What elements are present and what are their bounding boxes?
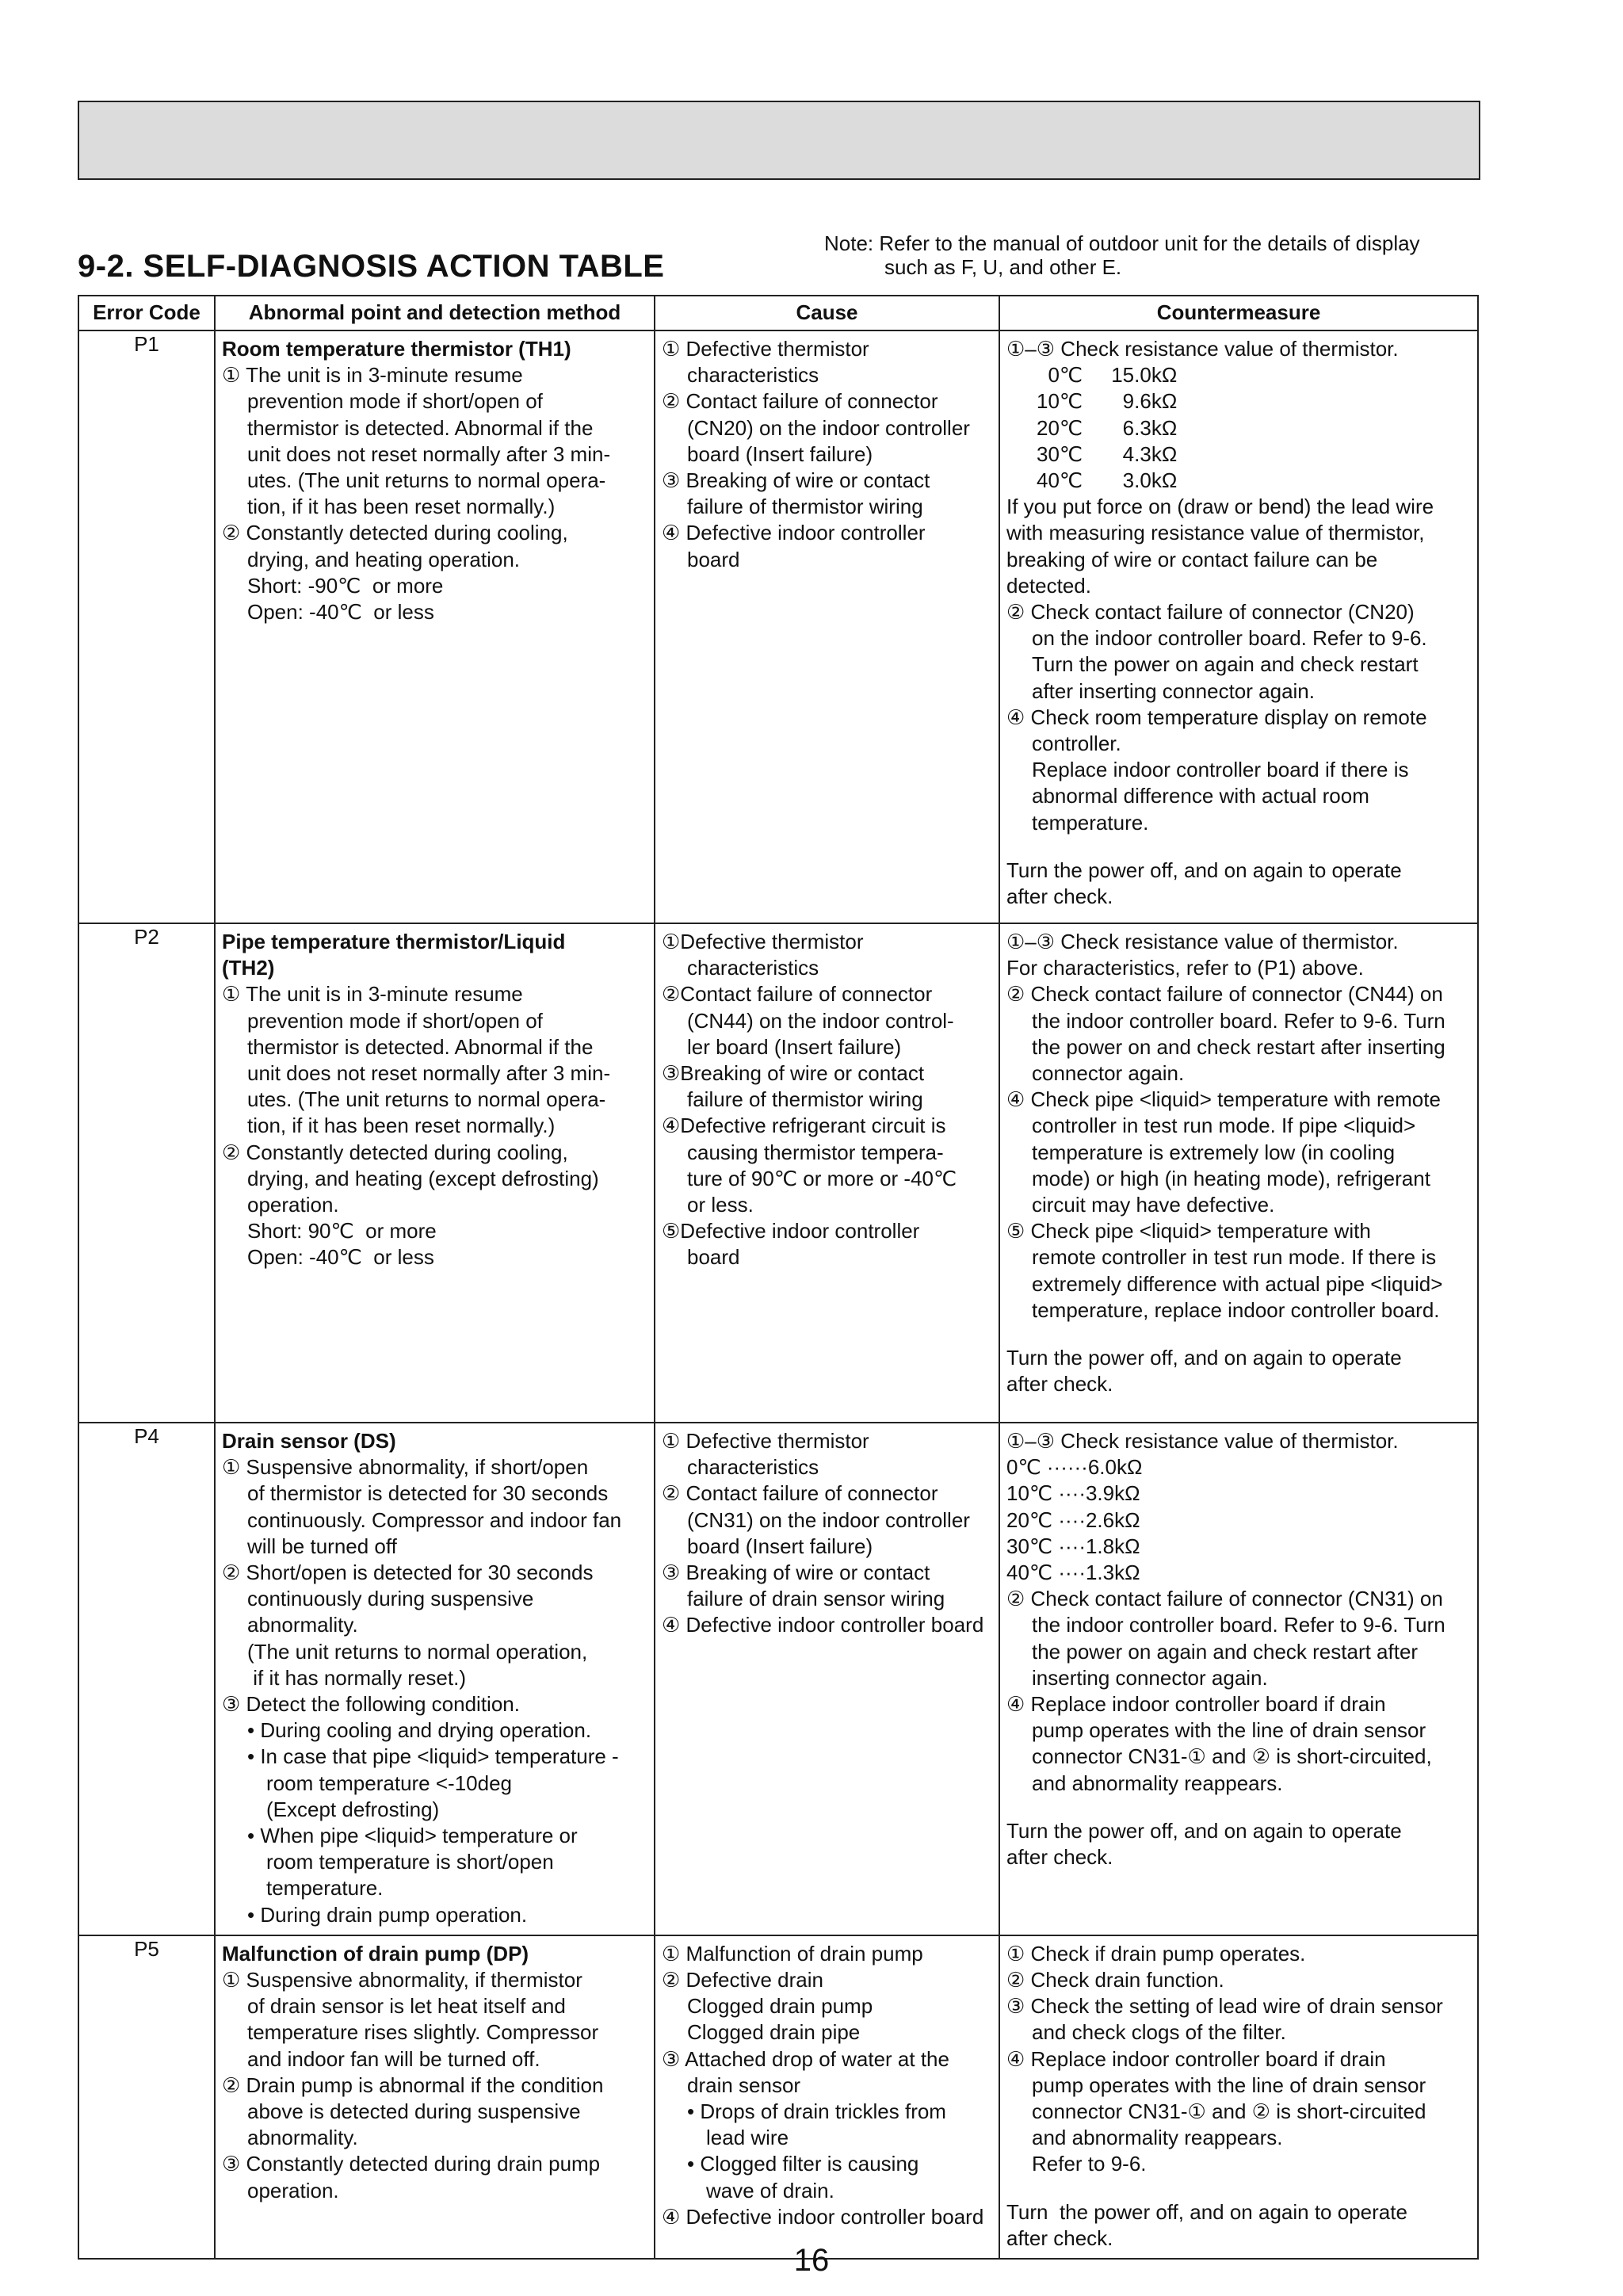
- cell-line: after check.: [1006, 1372, 1113, 1396]
- cell-line: ④ Defective indoor controller: [662, 521, 926, 545]
- cell-line: ②Contact failure of connector: [662, 982, 933, 1007]
- cell-line: ③ Attached drop of water at the: [662, 2046, 949, 2071]
- cell-line: and abnormality reappears.: [1032, 1771, 1283, 1795]
- cell-line: ② Check contact failure of connector (CN31) on: [1006, 1587, 1443, 1611]
- cell-line: if it has normally reset.): [247, 1665, 466, 1690]
- cell-line: Short: 90℃ or more: [247, 1219, 437, 1244]
- cell-line: If you put force on (draw or bend) the lead wire: [1006, 495, 1434, 519]
- cell-line: prevention mode if short/open of: [247, 389, 543, 414]
- error-code: P2: [78, 923, 215, 1423]
- cell-line: after check.: [1006, 884, 1113, 909]
- cell-line: temperature is extremely low (in cooling: [1032, 1140, 1396, 1164]
- cell-line: ④ Defective indoor controller board: [662, 2204, 984, 2229]
- cause-cell: [655, 330, 999, 923]
- cell-line: ② Check contact failure of connector (CN20): [1006, 600, 1415, 625]
- cell-line: ler board (Insert failure): [687, 1034, 902, 1059]
- cell-line: causing thermistor tempera-: [687, 1140, 944, 1164]
- cell-line: remote controller in test run mode. If there is: [1032, 1245, 1437, 1270]
- cell-line: ③ Check the setting of lead wire of drain sensor: [1006, 1994, 1443, 2019]
- cell-line: ② Constantly detected during cooling,: [222, 521, 568, 545]
- paragraph-gap: [1006, 836, 1471, 858]
- cause-cell: [655, 1935, 999, 2259]
- cell-line: and indoor fan will be turned off.: [247, 2046, 540, 2071]
- cell-line: (CN44) on the indoor control-: [687, 1008, 954, 1033]
- cell-line: ② Contact failure of connector: [662, 1481, 938, 1506]
- cell-line: (The unit returns to normal operation,: [247, 1639, 588, 1664]
- cell-line: ② Contact failure of connector: [662, 389, 938, 414]
- cell-line: (TH2): [222, 956, 275, 980]
- error-code: P5: [78, 1935, 215, 2259]
- cell-line: Clogged drain pipe: [687, 2020, 861, 2045]
- cell-line: the indoor controller board. Refer to 9-6. Turn: [1032, 1613, 1445, 1637]
- table-row: [78, 1935, 1478, 2259]
- cell-line: Turn the power off, and on again to operate: [1006, 1818, 1402, 1843]
- cell-line: Malfunction of drain pump (DP): [222, 1941, 529, 1966]
- cell-line: 20℃ ····2.6kΩ: [1006, 1507, 1140, 1532]
- display-note: [824, 231, 1482, 279]
- cell-line: ① Malfunction of drain pump: [662, 1941, 923, 1966]
- cell-line: with measuring resistance value of thermistor,: [1006, 521, 1425, 545]
- cell-line: (CN31) on the indoor controller: [687, 1507, 970, 1532]
- cell-line: ② Drain pump is abnormal if the condition: [222, 2073, 604, 2097]
- cell-line: ① Check if drain pump operates.: [1006, 1941, 1306, 1966]
- cell-line: 0℃ 15.0kΩ: [1037, 363, 1178, 388]
- cell-line: temperature.: [1032, 810, 1149, 835]
- cell-line: inserting connector again.: [1032, 1665, 1268, 1690]
- method-cell: [215, 1423, 655, 1935]
- cell-line: connector CN31-① and ② is short-circuited,: [1032, 1744, 1432, 1769]
- method-cell: [215, 1935, 655, 2259]
- method-cell: [215, 923, 655, 1423]
- cell-line: Turn the power off, and on again to operate: [1006, 2199, 1407, 2224]
- cell-line: wave of drain.: [706, 2178, 834, 2202]
- cell-line: lead wire: [706, 2126, 789, 2150]
- header-method: Abnormal point and detection method: [215, 296, 655, 330]
- method-cell: [215, 330, 655, 923]
- cell-line: Open: -40℃ or less: [247, 600, 434, 625]
- cell-line: characteristics: [687, 956, 819, 980]
- cell-line: prevention mode if short/open of: [247, 1008, 543, 1033]
- cell-line: • During drain pump operation.: [247, 1902, 528, 1927]
- cell-line: operation.: [247, 2178, 339, 2202]
- cell-line: 20℃ 6.3kΩ: [1037, 415, 1178, 440]
- cell-line: ⑤Defective indoor controller: [662, 1219, 920, 1244]
- cell-line: and check clogs of the filter.: [1032, 2020, 1286, 2045]
- cell-line: ① The unit is in 3-minute resume: [222, 363, 523, 388]
- cell-line: of thermistor is detected for 30 seconds: [247, 1481, 609, 1506]
- cell-line: ② Short/open is detected for 30 seconds: [222, 1561, 594, 1585]
- cell-line: ③ Constantly detected during drain pump: [222, 2152, 601, 2176]
- cell-line: Turn the power on again and check restart: [1032, 652, 1419, 677]
- cell-line: and abnormality reappears.: [1032, 2126, 1283, 2150]
- cell-line: controller.: [1032, 732, 1121, 756]
- cell-line: drying, and heating (except defrosting): [247, 1166, 599, 1190]
- cell-line: extremely difference with actual pipe <liquid>: [1032, 1271, 1443, 1296]
- cell-line: Replace indoor controller board if there is: [1032, 758, 1409, 782]
- cell-line: ① Suspensive abnormality, if short/open: [222, 1455, 589, 1480]
- cell-line: For characteristics, refer to (P1) above.: [1006, 956, 1364, 980]
- cell-line: ④ Replace indoor controller board if drain: [1006, 1692, 1386, 1717]
- note-line: Note: Refer to the manual of outdoor unit for the details of display: [824, 231, 1420, 255]
- self-diagnosis-table: [78, 295, 1479, 2260]
- table-header-row: [78, 296, 1478, 330]
- cell-line: Turn the power off, and on again to operate: [1006, 858, 1402, 882]
- countermeasure-cell: [999, 1935, 1478, 2259]
- cell-line: utes. (The unit returns to normal opera-: [247, 1087, 606, 1112]
- cell-line: Refer to 9-6.: [1032, 2152, 1147, 2176]
- paragraph-gap: [1006, 1324, 1471, 1345]
- cell-line: mode) or high (in heating mode), refrigerant: [1032, 1166, 1430, 1190]
- cell-line: ② Check drain function.: [1006, 1968, 1224, 1992]
- cell-line: 30℃ ····1.8kΩ: [1006, 1534, 1140, 1558]
- countermeasure-cell: [999, 1423, 1478, 1935]
- cell-line: ⑤ Check pipe <liquid> temperature with: [1006, 1219, 1371, 1244]
- countermeasure-cell: [999, 330, 1478, 923]
- cell-line: temperature, replace indoor controller board.: [1032, 1297, 1440, 1322]
- cell-line: 10℃ ····3.9kΩ: [1006, 1481, 1140, 1506]
- cell-line: 40℃ ····1.3kΩ: [1006, 1561, 1140, 1585]
- cell-line: ①–③ Check resistance value of thermistor.: [1006, 930, 1399, 953]
- cell-line: ③ Detect the following condition.: [222, 1692, 520, 1717]
- cell-line: thermistor is detected. Abnormal if the: [247, 1034, 594, 1059]
- cell-line: (Except defrosting): [266, 1797, 440, 1821]
- cell-line: drain sensor: [687, 2073, 801, 2097]
- cell-line: characteristics: [687, 363, 819, 388]
- cell-line: controller in test run mode. If pipe <liquid>: [1032, 1114, 1416, 1138]
- cell-line: unit does not reset normally after 3 min-: [247, 441, 611, 466]
- cell-line: ture of 90℃ or more or -40℃: [687, 1166, 957, 1190]
- cause-cell: [655, 1423, 999, 1935]
- header-error-code: Error Code: [78, 296, 215, 330]
- cell-line: operation.: [247, 1193, 339, 1217]
- cell-line: 0℃ ······6.0kΩ: [1006, 1455, 1143, 1480]
- cell-line: Drain sensor (DS): [222, 1429, 396, 1453]
- cell-line: Clogged drain pump: [687, 1994, 873, 2019]
- cell-line: room temperature <-10deg: [266, 1771, 513, 1795]
- cell-line: abnormality.: [247, 1613, 358, 1637]
- cell-line: (CN20) on the indoor controller: [687, 415, 970, 440]
- cell-line: drying, and heating operation.: [247, 547, 521, 571]
- cell-line: after check.: [1006, 2225, 1113, 2250]
- cell-line: ① Defective thermistor: [662, 337, 869, 361]
- cell-line: breaking of wire or contact failure can be: [1006, 547, 1378, 571]
- cell-line: • In case that pipe <liquid> temperature -: [247, 1744, 619, 1769]
- cell-line: ④ Defective indoor controller board: [662, 1613, 984, 1637]
- header-cause: Cause: [655, 296, 999, 330]
- cell-line: pump operates with the line of drain sensor: [1032, 1718, 1426, 1743]
- table-row: [78, 330, 1478, 923]
- cell-line: ② Check contact failure of connector (CN44) on: [1006, 982, 1443, 1007]
- error-code: P4: [78, 1423, 215, 1935]
- cell-line: utes. (The unit returns to normal opera-: [247, 468, 606, 493]
- cell-line: or less.: [687, 1193, 754, 1217]
- cell-line: ④Defective refrigerant circuit is: [662, 1114, 946, 1138]
- error-code: P1: [78, 330, 215, 923]
- cell-line: failure of thermistor wiring: [687, 495, 923, 519]
- cell-line: 30℃ 4.3kΩ: [1037, 441, 1178, 466]
- cell-line: Open: -40℃ or less: [247, 1245, 434, 1270]
- cell-line: failure of drain sensor wiring: [687, 1587, 945, 1611]
- cell-line: Turn the power off, and on again to operate: [1006, 1346, 1402, 1370]
- paragraph-gap: [1006, 1797, 1471, 1818]
- cell-line: board (Insert failure): [687, 441, 873, 466]
- cell-line: circuit may have defective.: [1032, 1193, 1275, 1217]
- page-number: 16: [793, 2243, 830, 2278]
- cell-line: ① Defective thermistor: [662, 1429, 869, 1453]
- cell-line: continuously during suspensive: [247, 1587, 534, 1611]
- cell-line: connector again.: [1032, 1061, 1185, 1086]
- countermeasure-cell: [999, 923, 1478, 1423]
- cell-line: ① Suspensive abnormality, if thermistor: [222, 1968, 582, 1992]
- note-line: such as F, U, and other E.: [884, 255, 1122, 279]
- section-title: 9-2. SELF-DIAGNOSIS ACTION TABLE: [78, 249, 665, 284]
- cell-line: of drain sensor is let heat itself and: [247, 1994, 566, 2019]
- cell-line: ①Defective thermistor: [662, 930, 864, 953]
- cell-line: the power on again and check restart after: [1032, 1639, 1419, 1664]
- cell-line: Room temperature thermistor (TH1): [222, 337, 571, 361]
- cell-line: board: [687, 1245, 740, 1270]
- cell-line: ④ Check pipe <liquid> temperature with remote: [1006, 1087, 1441, 1112]
- cell-line: thermistor is detected. Abnormal if the: [247, 415, 594, 440]
- cell-line: ④ Check room temperature display on remote: [1006, 705, 1427, 729]
- cell-line: temperature.: [266, 1876, 384, 1901]
- cell-line: 10℃ 9.6kΩ: [1037, 389, 1178, 414]
- cell-line: unit does not reset normally after 3 min-: [247, 1061, 611, 1086]
- cell-line: board (Insert failure): [687, 1534, 873, 1558]
- cell-line: ①–③ Check resistance value of thermistor.: [1006, 337, 1399, 361]
- paragraph-gap: [1006, 2178, 1471, 2199]
- cell-line: characteristics: [687, 1455, 819, 1480]
- cell-line: ① The unit is in 3-minute resume: [222, 982, 523, 1007]
- cell-line: board: [687, 547, 740, 571]
- cell-line: tion, if it has been reset normally.): [247, 1114, 556, 1138]
- cell-line: ② Defective drain: [662, 1968, 823, 1992]
- cell-line: • Clogged filter is causing: [687, 2152, 919, 2176]
- cell-line: after inserting connector again.: [1032, 678, 1315, 703]
- cell-line: ④ Replace indoor controller board if drain: [1006, 2046, 1386, 2071]
- cell-line: failure of thermistor wiring: [687, 1087, 923, 1112]
- cell-line: ③ Breaking of wire or contact: [662, 468, 930, 493]
- header-countermeasure: Countermeasure: [999, 296, 1478, 330]
- cell-line: temperature rises slightly. Compressor: [247, 2020, 599, 2045]
- cell-line: room temperature is short/open: [266, 1850, 554, 1874]
- cause-cell: [655, 923, 999, 1423]
- cell-line: above is detected during suspensive: [247, 2099, 581, 2124]
- cell-line: pump operates with the line of drain sensor: [1032, 2073, 1426, 2097]
- cell-line: ③Breaking of wire or contact: [662, 1061, 925, 1086]
- table-row: [78, 1423, 1478, 1935]
- cell-line: the indoor controller board. Refer to 9-6. Turn: [1032, 1008, 1445, 1033]
- cell-line: abnormal difference with actual room: [1032, 784, 1369, 808]
- cell-line: • Drops of drain trickles from: [687, 2099, 946, 2124]
- cell-line: on the indoor controller board. Refer to 9-6.: [1032, 626, 1427, 651]
- cell-line: continuously. Compressor and indoor fan: [247, 1507, 622, 1532]
- table-row: [78, 923, 1478, 1423]
- cell-line: • When pipe <liquid> temperature or: [247, 1824, 578, 1848]
- cell-line: ② Constantly detected during cooling,: [222, 1140, 568, 1164]
- cell-line: will be turned off: [247, 1534, 397, 1558]
- cell-line: 40℃ 3.0kΩ: [1037, 468, 1178, 493]
- cell-line: the power on and check restart after inserting: [1032, 1034, 1445, 1059]
- cell-line: • During cooling and drying operation.: [247, 1718, 592, 1743]
- cell-line: tion, if it has been reset normally.): [247, 495, 556, 519]
- cell-line: abnormality.: [247, 2126, 358, 2150]
- cell-line: detected.: [1006, 573, 1091, 598]
- cell-line: Short: -90℃ or more: [247, 573, 444, 598]
- cell-line: Pipe temperature thermistor/Liquid: [222, 930, 566, 953]
- chapter-header-bar: [78, 101, 1480, 180]
- cell-line: connector CN31-① and ② is short-circuited: [1032, 2099, 1426, 2124]
- cell-line: after check.: [1006, 1845, 1113, 1870]
- cell-line: ①–③ Check resistance value of thermistor.: [1006, 1429, 1399, 1453]
- cell-line: ③ Breaking of wire or contact: [662, 1561, 930, 1585]
